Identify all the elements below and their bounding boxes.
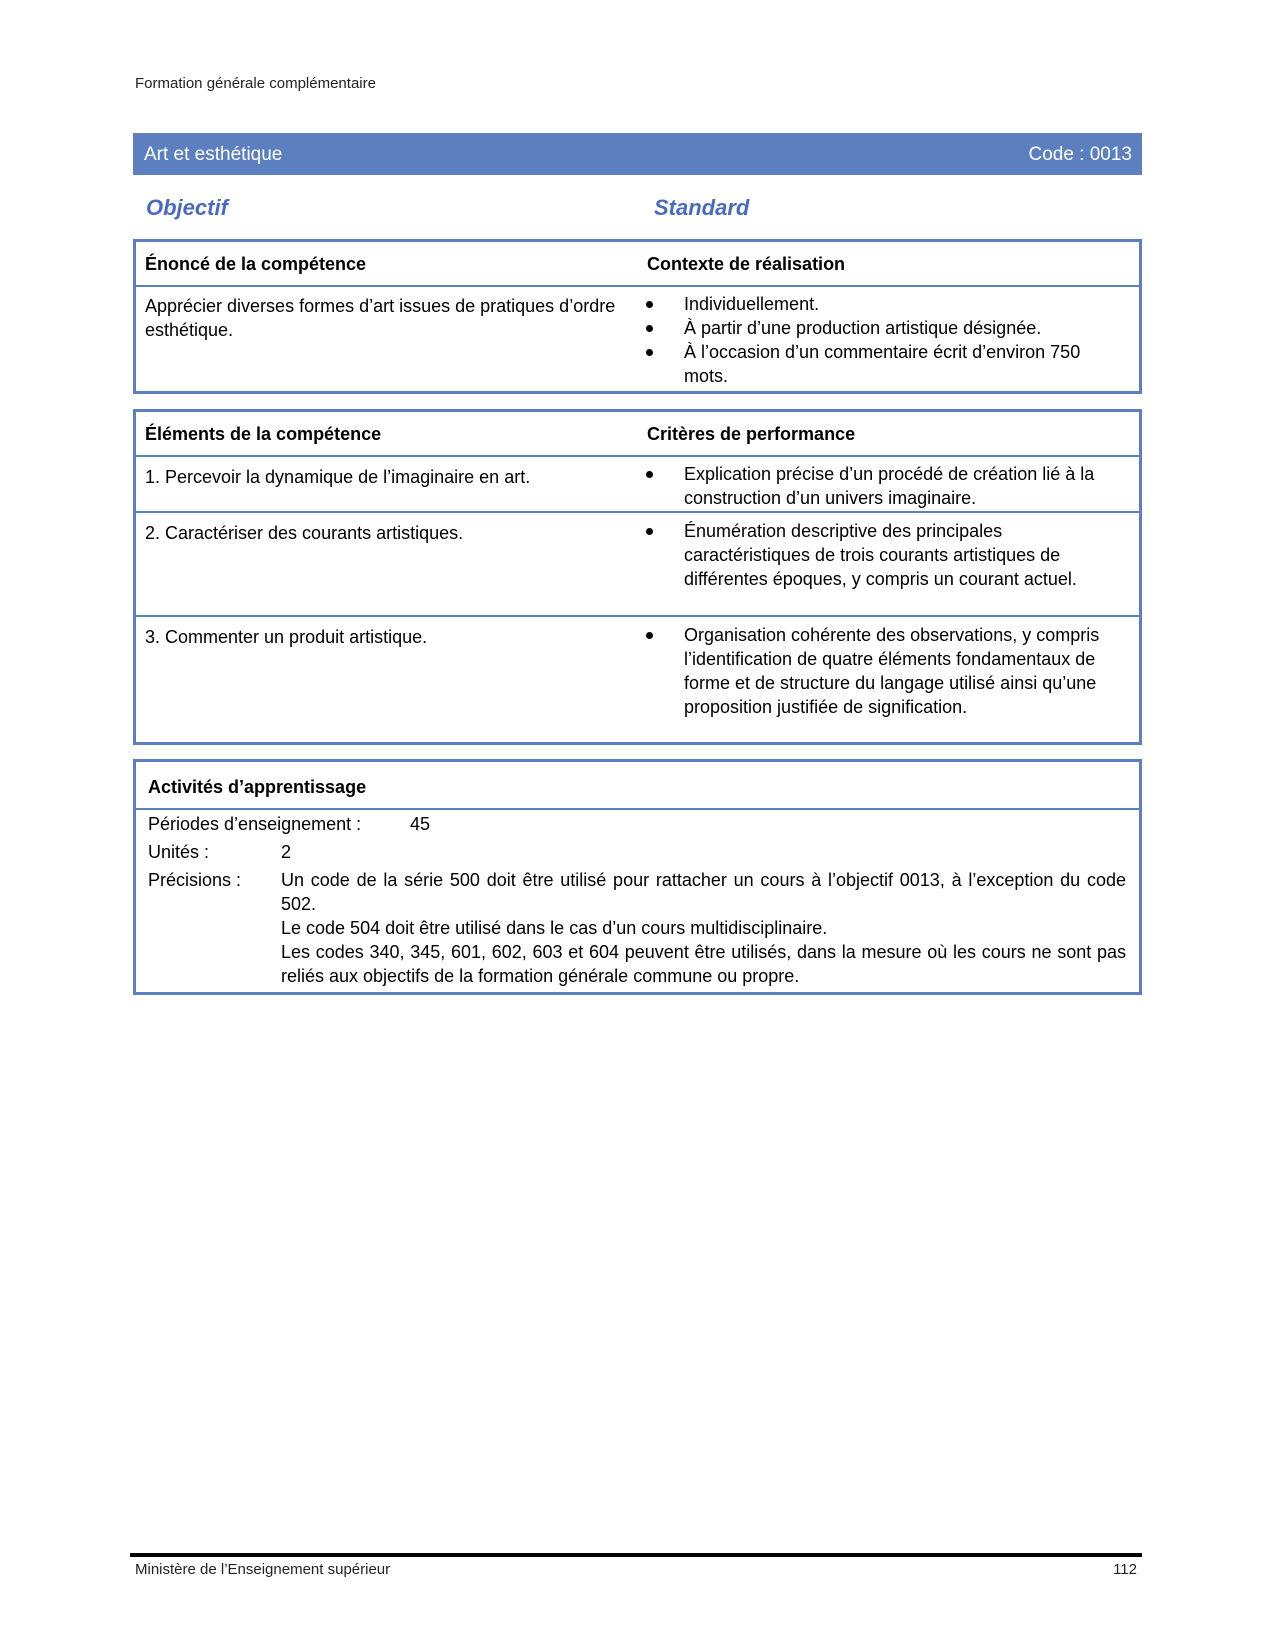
competence-table: [133, 239, 1142, 394]
criteria-header: Critères de performance: [647, 424, 856, 444]
criterion-2: [646, 519, 1106, 591]
activities-box: [133, 759, 1142, 995]
standard-heading: Standard: [654, 195, 750, 220]
competence-statement-header: Énoncé de la compétence: [145, 254, 367, 274]
element-1: 1. Percevoir la dynamique de l’imaginaire en art.: [145, 467, 531, 487]
bullet-icon: [646, 632, 653, 639]
context-list: [646, 292, 1106, 388]
row-divider: [136, 511, 1139, 513]
bullet-icon: [646, 301, 653, 308]
element-2: 2. Caractériser des courants artistiques.: [145, 523, 464, 543]
page-number: 112: [1113, 1561, 1137, 1578]
list-item: Énumération descriptive des principales caractéristiques de trois courants artistiques de différentes époques, y compris un courant actuel.: [646, 519, 1106, 591]
list-item: Organisation cohérente des observations, y compris l’identification de quatre éléments fondamentaux de forme et de structure du langage utilisé ainsi qu’une proposition justifiée de signification.: [646, 623, 1106, 719]
list-item: Individuellement.: [646, 292, 1106, 316]
table-divider: [136, 285, 1139, 287]
details-paragraph: Le code 504 doit être utilisé dans le cas d’un cours multidisciplinaire.: [281, 918, 828, 938]
course-code: Code : 0013: [1028, 144, 1132, 165]
context-header: Contexte de réalisation: [647, 254, 846, 274]
details-label: Précisions :: [148, 870, 242, 890]
criterion-3: [646, 623, 1106, 719]
running-head: Formation générale complémentaire: [135, 75, 376, 92]
list-item: Explication précise d’un procédé de création lié à la construction d’un univers imaginaire.: [646, 462, 1106, 510]
list-item: À l’occasion d’un commentaire écrit d’environ 750 mots.: [646, 340, 1106, 388]
objective-heading: Objectif: [146, 195, 228, 220]
units-label: Unités :: [148, 842, 210, 862]
elements-table: [133, 409, 1142, 745]
details-paragraph: Un code de la série 500 doit être utilisé pour rattacher un cours à l’objectif 0013, à l’exception du code 502.: [281, 870, 1126, 914]
bullet-icon: [646, 471, 653, 478]
bullet-icon: [646, 528, 653, 535]
bullet-icon: [646, 349, 653, 356]
details-paragraph: Les codes 340, 345, 601, 602, 603 et 604 peuvent être utilisés, dans la mesure où les cours ne sont pas reliés aux objectifs de la formation générale commune ou propre.: [281, 942, 1126, 986]
activities-divider: [136, 808, 1139, 810]
bullet-icon: [646, 325, 653, 332]
element-3: 3. Commenter un produit artistique.: [145, 627, 428, 647]
criterion-1: [646, 462, 1106, 510]
periods-label: Périodes d’enseignement :: [148, 814, 362, 834]
periods-value: 45: [410, 814, 431, 834]
activities-title: Activités d’apprentissage: [148, 777, 367, 797]
list-item: À partir d’une production artistique désignée.: [646, 316, 1106, 340]
elements-header: Éléments de la compétence: [145, 424, 382, 444]
units-value: 2: [281, 842, 292, 862]
competence-statement: Apprécier diverses formes d’art issues de pratiques d’ordre esthétique.: [145, 296, 616, 340]
footer-ministry: Ministère de l’Enseignement supérieur: [135, 1561, 391, 1578]
course-title: Art et esthétique: [144, 144, 283, 165]
footer-rule: [130, 1553, 1142, 1557]
row-divider: [136, 615, 1139, 617]
table-divider: [136, 455, 1139, 457]
title-bar: [133, 133, 1142, 175]
details-text: [281, 868, 1126, 988]
